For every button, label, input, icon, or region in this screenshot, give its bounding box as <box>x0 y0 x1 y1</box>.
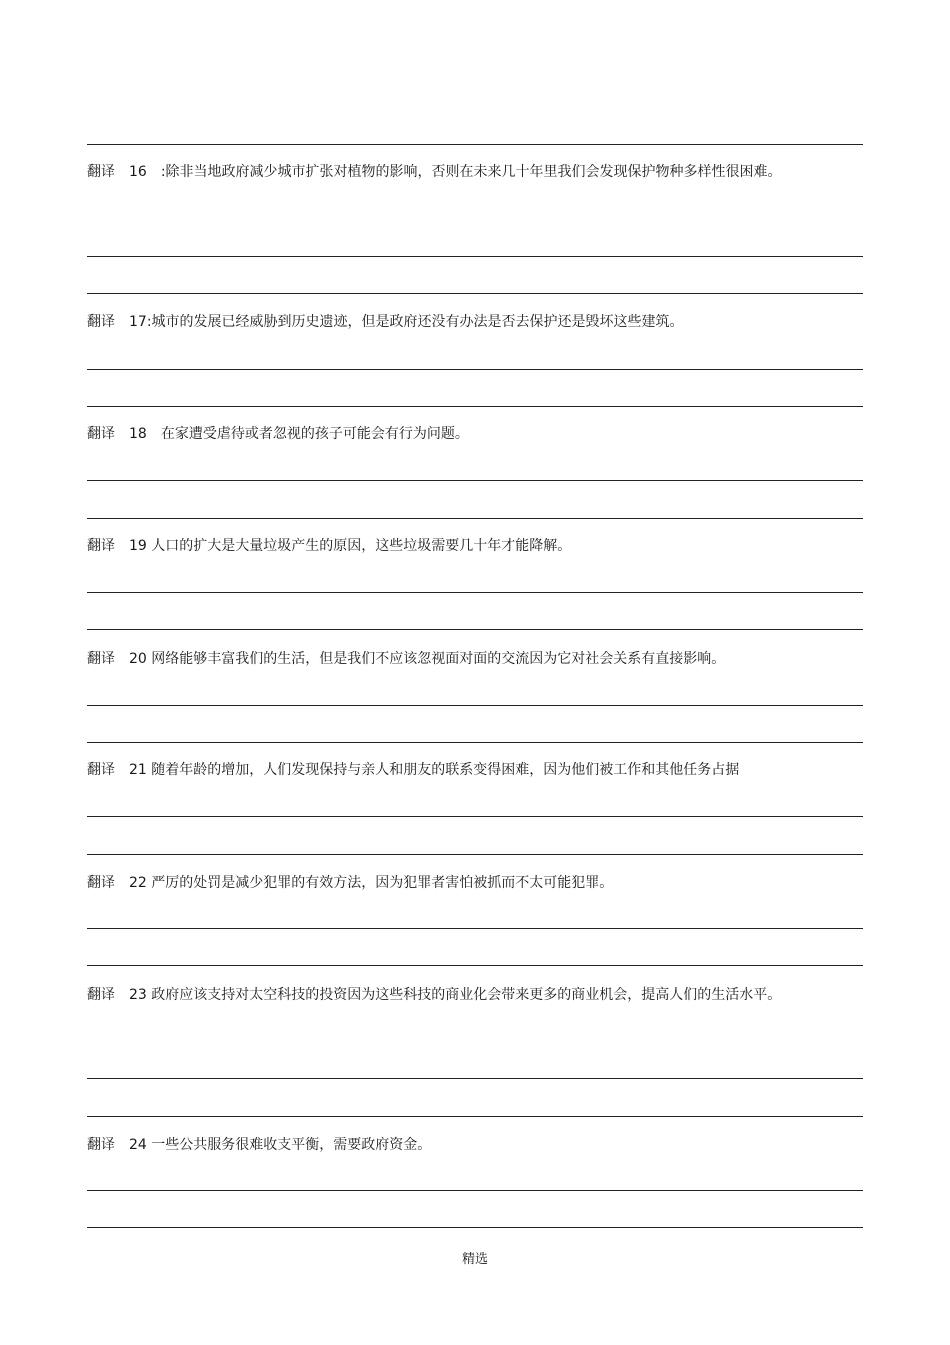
answer-line <box>87 742 863 743</box>
answer-line <box>87 1190 863 1191</box>
translation-item-21: 翻译 21 随着年龄的增加，人们发现保持与亲人和朋友的联系变得困难，因为他们被工作和其他任务占据 <box>87 762 740 778</box>
answer-line <box>87 592 863 593</box>
answer-line <box>87 816 863 817</box>
answer-line <box>87 406 863 407</box>
answer-line <box>87 480 863 481</box>
answer-line <box>87 854 863 855</box>
answer-line <box>87 1116 863 1117</box>
answer-line <box>87 629 863 630</box>
page-footer: 精选 <box>461 1252 488 1267</box>
translation-item-22: 翻译 22 严厉的处罚是减少犯罪的有效方法，因为犯罪者害怕被抓而不太可能犯罪。 <box>87 875 614 891</box>
answer-line <box>87 1227 863 1228</box>
answer-line <box>87 256 863 257</box>
translation-item-19: 翻译 19 人口的扩大是大量垃圾产生的原因，这些垃圾需要几十年才能降解。 <box>87 538 572 554</box>
answer-line <box>87 293 863 294</box>
translation-item-24: 翻译 24 一些公共服务很难收支平衡，需要政府资金。 <box>87 1137 432 1153</box>
answer-line <box>87 518 863 519</box>
answer-line <box>87 705 863 706</box>
translation-item-18: 翻译 18 在家遭受虐待或者忽视的孩子可能会有行为问题。 <box>87 426 469 442</box>
translation-item-20: 翻译 20 网络能够丰富我们的生活，但是我们不应该忽视面对面的交流因为它对社会关系有直接影响。 <box>87 651 726 667</box>
answer-line <box>87 1078 863 1079</box>
answer-line <box>87 928 863 929</box>
answer-line <box>87 369 863 370</box>
translation-item-23: 翻译 23 政府应该支持对太空科技的投资因为这些科技的商业化会带来更多的商业机会，提高人们的生活水平。 <box>87 987 782 1003</box>
answer-line <box>87 965 863 966</box>
translation-item-17: 翻译 17:城市的发展已经威胁到历史遗迹，但是政府还没有办法是否去保护还是毁坏这些建筑。 <box>87 314 684 330</box>
translation-item-16: 翻译 16 :除非当地政府减少城市扩张对植物的影响，否则在未来几十年里我们会发现保护物种多样性很困难。 <box>87 164 782 180</box>
answer-line <box>87 144 863 145</box>
